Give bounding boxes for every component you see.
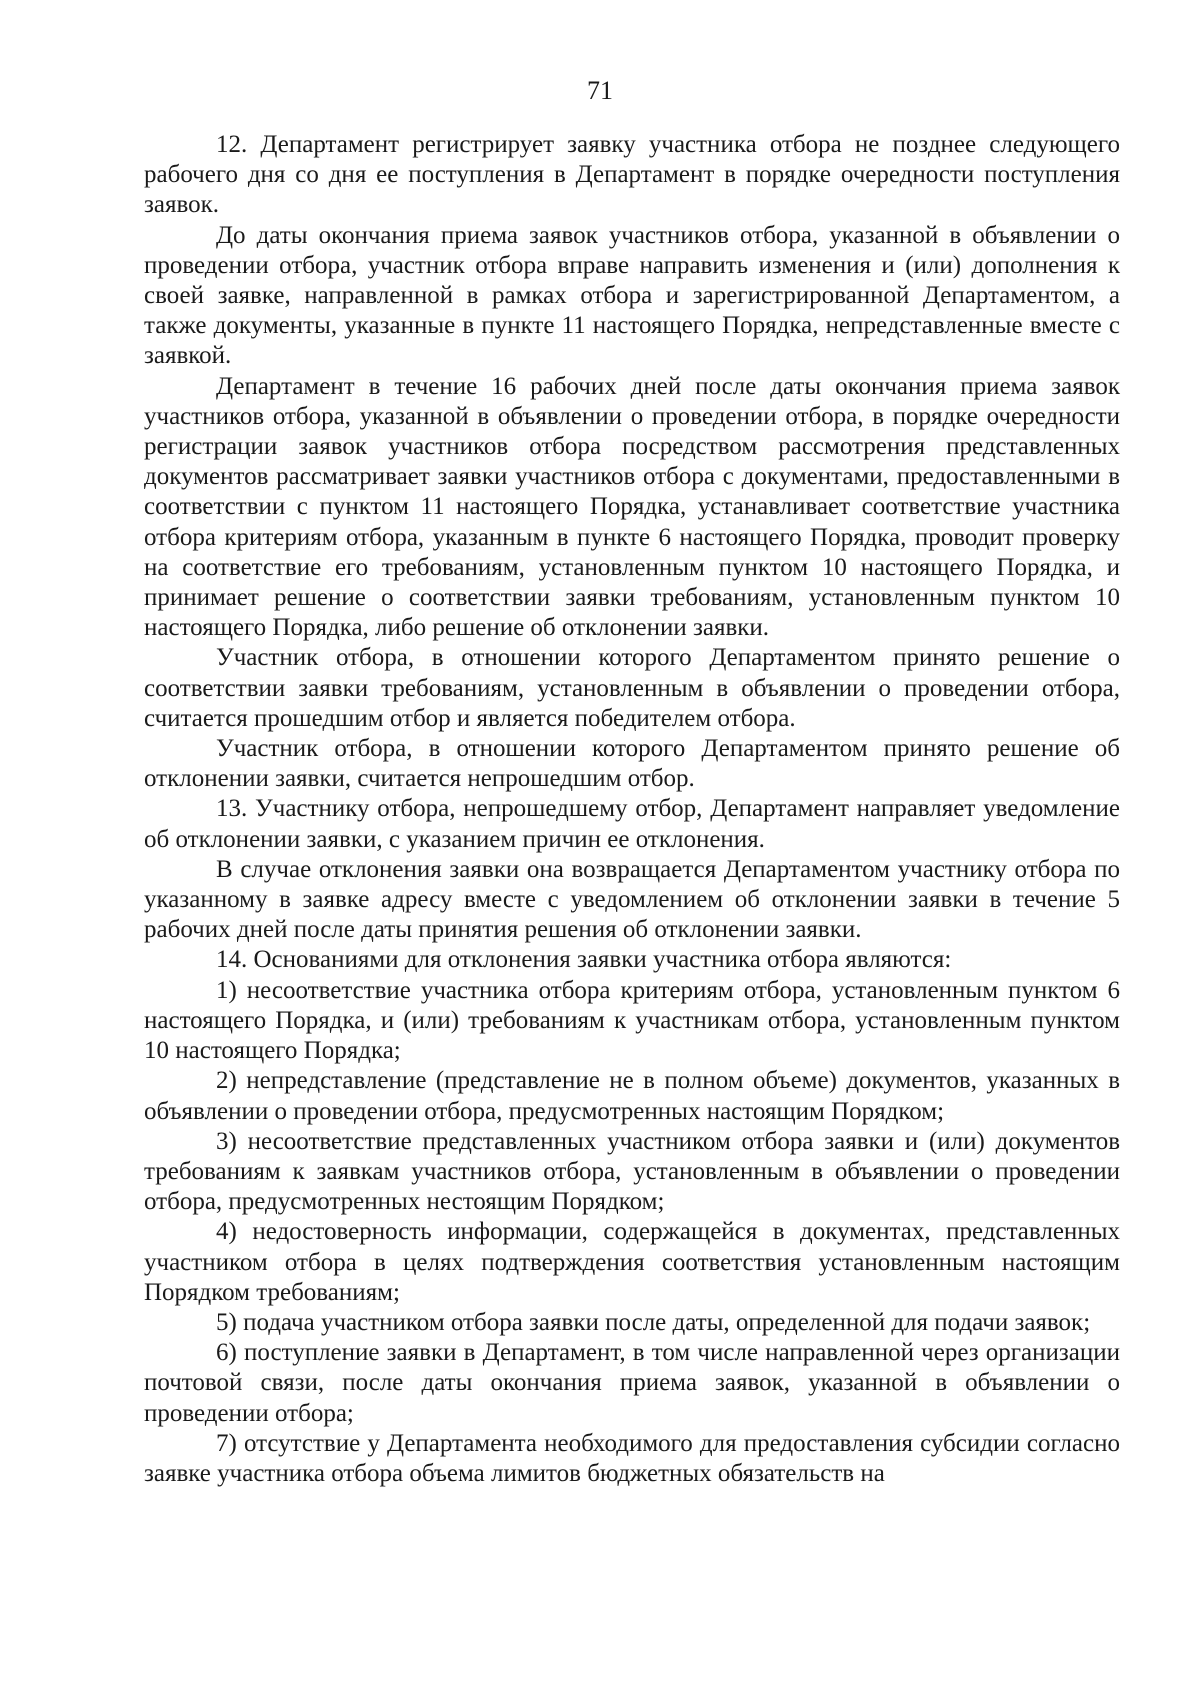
paragraph-review-period: Департамент в течение 16 рабочих дней после даты окончания приема заявок участников отбора, указанной в объявлении о проведении отбора, в порядке очередности регистрации заявок участников отбора посредством рассмотрения представленных документов рассматривает заявки участников отбора с документами, предоставленными в соответствии с пунктом 11 настоящего Порядка, устанавливает соответствие участника отбора критериям отбора, указанным в пункте 6 настоящего Порядка, проводит проверку на соответствие его требованиям, установленным пунктом 10 настоящего Порядка, и принимает решение о соответствии заявки требованиям, установленным пунктом 10 настоящего Порядка, либо решение об отклонении заявки. [144,372,1120,642]
list-item-7: 7) отсутствие у Департамента необходимого для предоставления субсидии согласно заявке участника отбора объема лимитов бюджетных обязательств на [144,1429,1120,1487]
paragraph-14-grounds: 14. Основаниями для отклонения заявки участника отбора являются: [216,946,952,974]
paragraph-12-registration: 12. Департамент регистрирует заявку участника отбора не позднее следующего рабочего дня со дня ее поступления в Департамент в порядке очередности поступления заявок. [144,131,1120,219]
page-number: 71 [587,76,613,105]
paragraph-application-changes: До даты окончания приема заявок участников отбора, указанной в объявлении о проведении отбора, участник отбора вправе направить изменения и (или) дополнения к своей заявке, направленной в рамках отбора и зарегистрированной Департаментом, а также документы, указанные в пункте 11 настоящего Порядка, непредставленные вместе с заявкой. [144,221,1120,370]
list-item-2: 2) непредставление (представление не в полном объеме) документов, указанных в объявлении о проведении отбора, предусмотренных настоящим Порядком; [144,1067,1120,1125]
list-item-5: 5) подача участником отбора заявки после даты, определенной для подачи заявок; [216,1308,1091,1336]
paragraph-return-application: В случае отклонения заявки она возвращается Департаментом участнику отбора по указанному в заявке адресу вместе с уведомлением об отклонении заявки в течение 5 рабочих дней после даты принятия решения об отклонении заявки. [144,855,1120,944]
list-item-3: 3) несоответствие представленных участником отбора заявки и (или) документов требованиям к заявкам участников отбора, установленным в объявлении о проведении отбора, предусмотренных нестоящим Порядком; [144,1127,1120,1216]
paragraph-winner: Участник отбора, в отношении которого Департаментом принято решение о соответствии заявки требованиям, установленным в объявлении о проведении отбора, считается прошедшим отбор и является победителем отбора. [144,644,1120,732]
list-item-4: 4) недостоверность информации, содержащейся в документах, представленных участником отбора в целях подтверждения соответствия установленным настоящим Порядком требованиям; [144,1218,1120,1306]
paragraph-13-notification: 13. Участнику отбора, непрошедшему отбор, Департамент направляет уведомление об отклонении заявки, с указанием причин ее отклонения. [144,795,1120,853]
document-body [144,130,1120,1489]
list-item-6: 6) поступление заявки в Департамент, в том числе направленной через организации почтовой связи, после даты окончания приема заявок, указанной в объявлении о проведении отбора; [144,1339,1120,1427]
list-item-1: 1) несоответствие участника отбора критериям отбора, установленным пунктом 6 настоящего Порядка, и (или) требованиям к участникам отбора, установленным пунктом 10 настоящего Порядка; [144,976,1120,1065]
paragraph-not-passed: Участник отбора, в отношении которого Департаментом принято решение об отклонении заявки, считается непрошедшим отбор. [144,735,1120,793]
